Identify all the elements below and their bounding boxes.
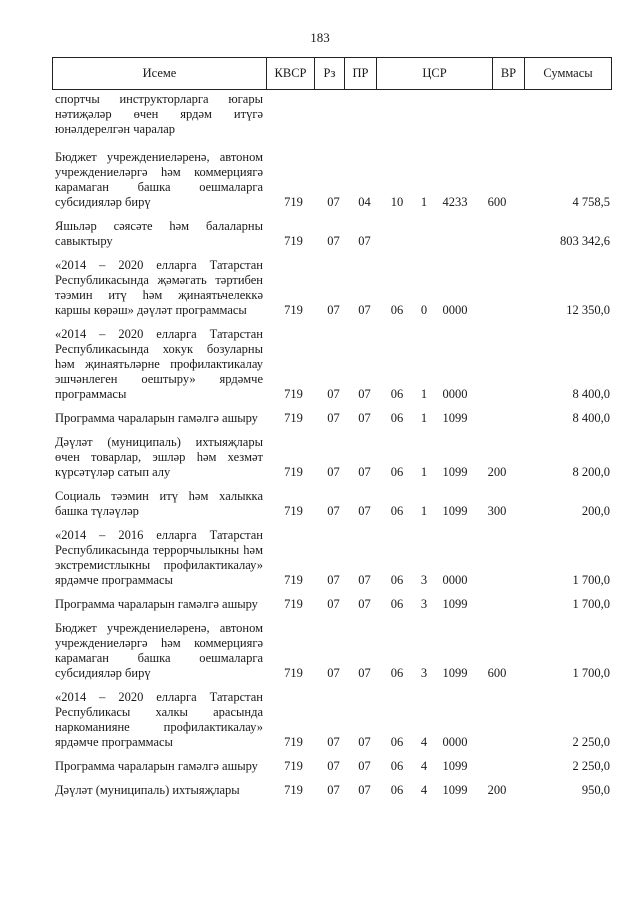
table-row xyxy=(55,435,610,480)
cell-name: Дәүләт (муниципаль) ихтыяҗлары өчен товарлар, эшләр һәм хезмәт күрсәтүләр сатып алу xyxy=(55,435,263,479)
cell-vr: 300 xyxy=(487,504,507,518)
cell-name: Программа чараларын гамәлгә ашыру xyxy=(55,597,258,611)
table-header xyxy=(52,57,612,90)
cell-sum: 8 400,0 xyxy=(572,387,610,401)
cell-rz: 07 xyxy=(327,783,340,797)
header-csr: ЦСР xyxy=(377,58,493,89)
table-row xyxy=(55,621,610,681)
cell-name: «2014 – 2020 елларга Татарстан Республикасы халкы арасында наркоманияне профилактикалау» ярдәмче программасы xyxy=(55,690,263,749)
cell-name: «2014 – 2016 елларга Татарстан Республикасында террорчылыкны һәм экстремистлыкны профилактикалау» ярдәмче программасы xyxy=(55,528,263,587)
cell-kvsr: 719 xyxy=(284,387,303,401)
table-row xyxy=(55,411,610,426)
cell-csr-direction: 4233 xyxy=(442,195,468,209)
cell-csr-program: 06 xyxy=(390,783,404,797)
cell-sum: 8 400,0 xyxy=(572,411,610,425)
cell-csr-program: 06 xyxy=(390,303,404,317)
cell-sum: 803 342,6 xyxy=(560,234,610,248)
cell-name: спортчы инструкторларга югары нәтиҗәләр өчен ярдәм итүгә юнәлдерелгән чаралар xyxy=(55,92,263,136)
cell-csr-subprogram: 1 xyxy=(420,387,428,401)
page-number: 183 xyxy=(310,30,330,45)
cell-pr: 07 xyxy=(358,504,371,518)
table-row xyxy=(55,92,610,137)
cell-csr-subprogram: 4 xyxy=(420,759,428,773)
cell-vr: 600 xyxy=(487,195,507,209)
table-body xyxy=(55,92,610,807)
cell-sum: 200,0 xyxy=(581,504,610,518)
header-rz: Рз xyxy=(315,58,345,89)
cell-csr-program: 06 xyxy=(390,597,404,611)
cell-csr-program: 06 xyxy=(390,504,404,518)
cell-csr-program: 06 xyxy=(390,759,404,773)
cell-pr: 07 xyxy=(358,735,371,749)
cell-csr-subprogram: 4 xyxy=(420,783,428,797)
table-row xyxy=(55,759,610,774)
cell-name: «2014 – 2020 елларга Татарстан Республикасында җәмәгать тәртибен тәэмин итү һәм җинаятьчелеккә каршы көрәш» дәүләт программасы xyxy=(55,258,263,317)
cell-csr-direction: 1099 xyxy=(442,597,468,611)
cell-rz: 07 xyxy=(327,303,340,317)
cell-rz: 07 xyxy=(327,666,340,680)
cell-csr-program: 06 xyxy=(390,573,404,587)
cell-name: Бюджет учреждениеләренә, автоном учреждениеләргә һәм коммерциягә карамаган башка оешмаларга субсидияләр бирү xyxy=(55,150,263,209)
cell-csr-program: 06 xyxy=(390,666,404,680)
header-vr: ВР xyxy=(493,58,525,89)
cell-csr-direction: 0000 xyxy=(442,735,468,749)
cell-pr: 07 xyxy=(358,759,371,773)
cell-kvsr: 719 xyxy=(284,573,303,587)
table-row xyxy=(55,783,610,798)
cell-pr: 07 xyxy=(358,597,371,611)
header-pr: ПР xyxy=(345,58,377,89)
cell-name: Бюджет учреждениеләренә, автоном учреждениеләргә һәм коммерциягә карамаган башка оешмаларга субсидияләр бирү xyxy=(55,621,263,680)
cell-sum: 1 700,0 xyxy=(572,573,610,587)
table-row xyxy=(55,327,610,402)
cell-csr-subprogram: 3 xyxy=(420,666,428,680)
cell-kvsr: 719 xyxy=(284,234,303,248)
table-row xyxy=(55,150,610,210)
cell-csr-program: 06 xyxy=(390,465,404,479)
cell-kvsr: 719 xyxy=(284,597,303,611)
cell-sum: 1 700,0 xyxy=(572,597,610,611)
cell-rz: 07 xyxy=(327,387,340,401)
header-name: Исеме xyxy=(53,58,267,89)
cell-pr: 07 xyxy=(358,465,371,479)
cell-vr: 600 xyxy=(487,666,507,680)
cell-sum: 8 200,0 xyxy=(572,465,610,479)
table-row xyxy=(55,489,610,519)
cell-name: Программа чараларын гамәлгә ашыру xyxy=(55,759,258,773)
cell-csr-subprogram: 1 xyxy=(420,411,428,425)
cell-vr: 200 xyxy=(487,465,507,479)
cell-csr-direction: 1099 xyxy=(442,504,468,518)
table-row xyxy=(55,528,610,588)
cell-kvsr: 719 xyxy=(284,783,303,797)
cell-sum: 12 350,0 xyxy=(566,303,610,317)
cell-kvsr: 719 xyxy=(284,504,303,518)
cell-pr: 07 xyxy=(358,411,371,425)
cell-pr: 04 xyxy=(358,195,371,209)
cell-sum: 4 758,5 xyxy=(572,195,610,209)
table-row xyxy=(55,690,610,750)
cell-name: «2014 – 2020 елларга Татарстан Республикасында хокук бозуларны һәм җинаятьләрне профилактикалау эшчәнлеген оештыру» ярдәмче программасы xyxy=(55,327,263,401)
cell-csr-subprogram: 1 xyxy=(420,195,428,209)
cell-sum: 2 250,0 xyxy=(572,735,610,749)
cell-sum: 950,0 xyxy=(581,783,610,797)
cell-pr: 07 xyxy=(358,303,371,317)
cell-name: Яшьләр сәясәте һәм балаларны савыктыру xyxy=(55,219,263,248)
cell-kvsr: 719 xyxy=(284,411,303,425)
cell-csr-subprogram: 1 xyxy=(420,465,428,479)
cell-kvsr: 719 xyxy=(284,666,303,680)
cell-csr-direction: 0000 xyxy=(442,303,468,317)
cell-rz: 07 xyxy=(327,759,340,773)
cell-csr-program: 10 xyxy=(390,195,404,209)
cell-sum: 1 700,0 xyxy=(572,666,610,680)
cell-csr-direction: 1099 xyxy=(442,465,468,479)
cell-kvsr: 719 xyxy=(284,195,303,209)
cell-name: Дәүләт (муниципаль) ихтыяҗлары xyxy=(55,783,240,797)
cell-csr-direction: 1099 xyxy=(442,759,468,773)
cell-csr-program: 06 xyxy=(390,387,404,401)
cell-csr-subprogram: 3 xyxy=(420,573,428,587)
table-row xyxy=(55,597,610,612)
cell-rz: 07 xyxy=(327,195,340,209)
cell-csr-direction: 1099 xyxy=(442,783,468,797)
cell-kvsr: 719 xyxy=(284,735,303,749)
cell-sum: 2 250,0 xyxy=(572,759,610,773)
cell-rz: 07 xyxy=(327,465,340,479)
header-sum: Суммасы xyxy=(543,66,593,80)
cell-rz: 07 xyxy=(327,597,340,611)
cell-vr: 200 xyxy=(487,783,507,797)
cell-rz: 07 xyxy=(327,411,340,425)
cell-name: Программа чараларын гамәлгә ашыру xyxy=(55,411,258,425)
cell-csr-direction: 0000 xyxy=(442,573,468,587)
cell-kvsr: 719 xyxy=(284,759,303,773)
cell-csr-subprogram: 0 xyxy=(420,303,428,317)
table-row xyxy=(55,219,610,249)
cell-rz: 07 xyxy=(327,735,340,749)
cell-pr: 07 xyxy=(358,666,371,680)
cell-pr: 07 xyxy=(358,783,371,797)
cell-rz: 07 xyxy=(327,573,340,587)
cell-csr-direction: 1099 xyxy=(442,411,468,425)
cell-pr: 07 xyxy=(358,387,371,401)
table-row xyxy=(55,258,610,318)
cell-csr-direction: 0000 xyxy=(442,387,468,401)
cell-pr: 07 xyxy=(358,234,371,248)
cell-kvsr: 719 xyxy=(284,303,303,317)
cell-name: Социаль тәэмин итү һәм халыкка башка түләүләр xyxy=(55,489,263,518)
cell-rz: 07 xyxy=(327,234,340,248)
cell-csr-program: 06 xyxy=(390,411,404,425)
cell-csr-subprogram: 4 xyxy=(420,735,428,749)
cell-csr-subprogram: 1 xyxy=(420,504,428,518)
header-kvsr: КВСР xyxy=(267,58,315,89)
cell-csr-program: 06 xyxy=(390,735,404,749)
cell-csr-subprogram: 3 xyxy=(420,597,428,611)
cell-csr-direction: 1099 xyxy=(442,666,468,680)
cell-kvsr: 719 xyxy=(284,465,303,479)
cell-pr: 07 xyxy=(358,573,371,587)
cell-rz: 07 xyxy=(327,504,340,518)
